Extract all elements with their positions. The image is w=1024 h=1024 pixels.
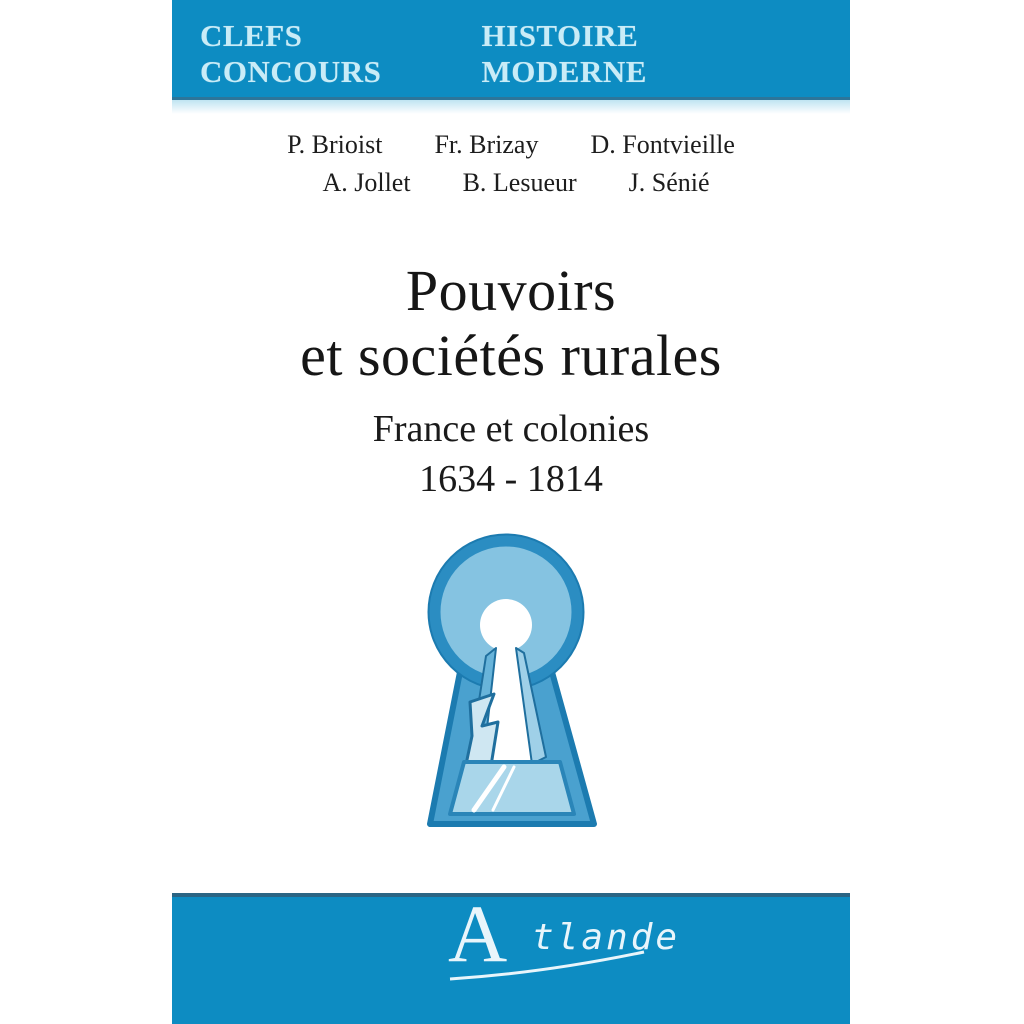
subtitle-line: France et colonies bbox=[372, 408, 650, 450]
bottom-band bbox=[172, 888, 850, 1024]
keyhole-icon bbox=[420, 520, 620, 850]
publisher-logo-initial: A bbox=[448, 888, 508, 979]
date-range: 1634 - 1814 bbox=[419, 458, 603, 500]
series-label: HISTOIRE MODERNE bbox=[481, 17, 647, 89]
author-name: D. Fontvieille bbox=[590, 130, 735, 159]
top-band bbox=[172, 0, 850, 100]
publisher-logo bbox=[448, 888, 681, 993]
author-name: A. Jollet bbox=[322, 168, 411, 197]
book-title-line2: et sociétés rurales bbox=[300, 323, 722, 388]
authors-row-1 bbox=[172, 126, 850, 164]
authors-block bbox=[172, 126, 850, 202]
book-cover bbox=[172, 0, 850, 1024]
top-band-fade bbox=[172, 100, 850, 114]
publisher-logo-text: tlande bbox=[532, 917, 681, 958]
author-name: Fr. Brizay bbox=[434, 130, 539, 159]
author-name: J. Sénié bbox=[628, 168, 710, 197]
book-title-line1: Pouvoirs bbox=[405, 258, 617, 323]
publisher-logo-swoosh bbox=[448, 903, 648, 993]
book-subtitle bbox=[172, 404, 850, 504]
collection-label: CLEFS CONCOURS bbox=[200, 17, 382, 89]
author-name: B. Lesueur bbox=[462, 168, 577, 197]
book-title bbox=[172, 258, 850, 388]
author-name: P. Brioist bbox=[287, 130, 383, 159]
authors-row-2 bbox=[182, 164, 850, 202]
